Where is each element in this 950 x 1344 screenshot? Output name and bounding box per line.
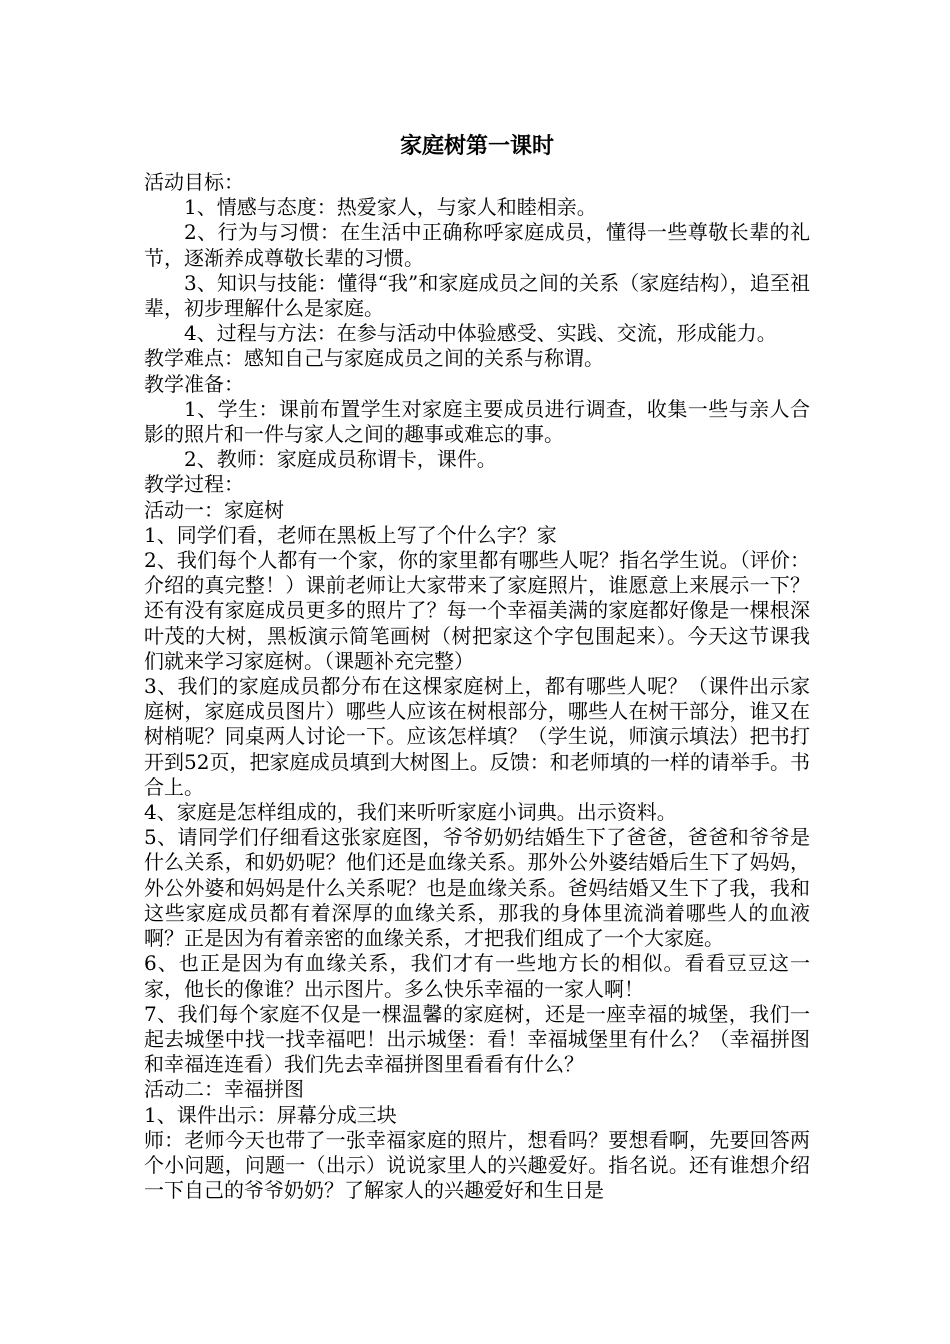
paragraph: 活动一：家庭树 [144,497,284,522]
document-title: 家庭树第一课时 [399,134,554,159]
paragraph: 4、家庭是怎样组成的，我们来听听家庭小词典。出示资料。 [144,800,677,825]
paragraph: 2、教师：家庭成员称谓卡，课件。 [184,447,497,472]
paragraph: 1、情感与态度：热爱家人，与家人和睦相亲。 [184,195,597,220]
paragraph: 教学准备： [144,371,244,396]
paragraph: 教学过程： [144,472,244,497]
paragraph: 教学难点：感知自己与家庭成员之间的关系与称谓。 [144,346,604,371]
paragraph: 1、学生：课前布置学生对家庭主要成员进行调查，收集一些与亲人合影的照片和一件与家人之间的趣事或难忘的事。 [144,396,810,447]
paragraph: 1、同学们看，老师在黑板上写了个什么字？家 [144,522,557,547]
paragraph: 2、行为与习惯：在生活中正确称呼家庭成员，懂得一些尊敬长辈的礼节，逐渐养成尊敬长辈的习惯。 [144,220,810,270]
document-body [144,170,810,1203]
paragraph: 3、知识与技能：懂得“我”和家庭成员之间的关系（家庭结构），追至祖辈，初步理解什么是家庭。 [144,270,810,321]
paragraph: 5、请同学们仔细看这张家庭图，爷爷奶奶结婚生下了爸爸，爸爸和爷爷是什么关系，和奶奶呢？他们还是血缘关系。那外公外婆结婚后生下了妈妈，外公外婆和妈妈是什么关系呢？也是血缘关系。爸妈结婚又生下了我，我和这些家庭成员都有着深厚的血缘关系，那我的身体里流淌着哪些人的血液啊？正是因为有着亲密的血缘关系，才把我们组成了一个大家庭。 [144,825,810,951]
paragraph: 6、也正是因为有血缘关系，我们才有一些地方长的相似。看看豆豆这一家，他长的像谁？出示图片。多么快乐幸福的一家人啊！ [144,951,810,1001]
paragraph: 1、课件出示：屏幕分成三块 [144,1102,397,1127]
paragraph: 师：老师今天也带了一张幸福家庭的照片，想看吗？要想看啊，先要回答两个小问题，问题一（出示）说说家里人的兴趣爱好。指名说。还有谁想介绍一下自己的爷爷奶奶？了解家人的兴趣爱好和生日是 [144,1127,810,1203]
paragraph: 2、我们每个人都有一个家，你的家里都有哪些人呢？指名学生说。（评价：介绍的真完整！）课前老师让大家带来了家庭照片，谁愿意上来展示一下？还有没有家庭成员更多的照片了？每一个幸福美满的家庭都好像是一棵根深叶茂的大树，黑板演示简笔画树（树把家这个字包围起来）。今天这节课我们就来学习家庭树。（课题补充完整） [144,548,810,673]
paragraph: 4、过程与方法：在参与活动中体验感受、实践、交流，形成能力。 [184,321,777,346]
paragraph: 活动二：幸福拼图 [144,1077,304,1102]
paragraph: 3、我们的家庭成员都分布在这棵家庭树上，都有哪些人呢？（课件出示家庭树，家庭成员图片）哪些人应该在树根部分，哪些人在树干部分，谁又在树梢呢？同桌两人讨论一下。应该怎样填？（学生说，师演示填法）把书打开到52页，把家庭成员填到大树图上。反馈：和老师填的一样的请举手。书合上。 [144,674,810,799]
document-page [144,132,810,1203]
paragraph: 7、我们每个家庭不仅是一棵温馨的家庭树，还是一座幸福的城堡，我们一起去城堡中找一找幸福吧！出示城堡：看！幸福城堡里有什么？（幸福拼图和幸福连连看）我们先去幸福拼图里看看有什么？ [144,1001,810,1077]
paragraph: 活动目标： [144,170,244,194]
